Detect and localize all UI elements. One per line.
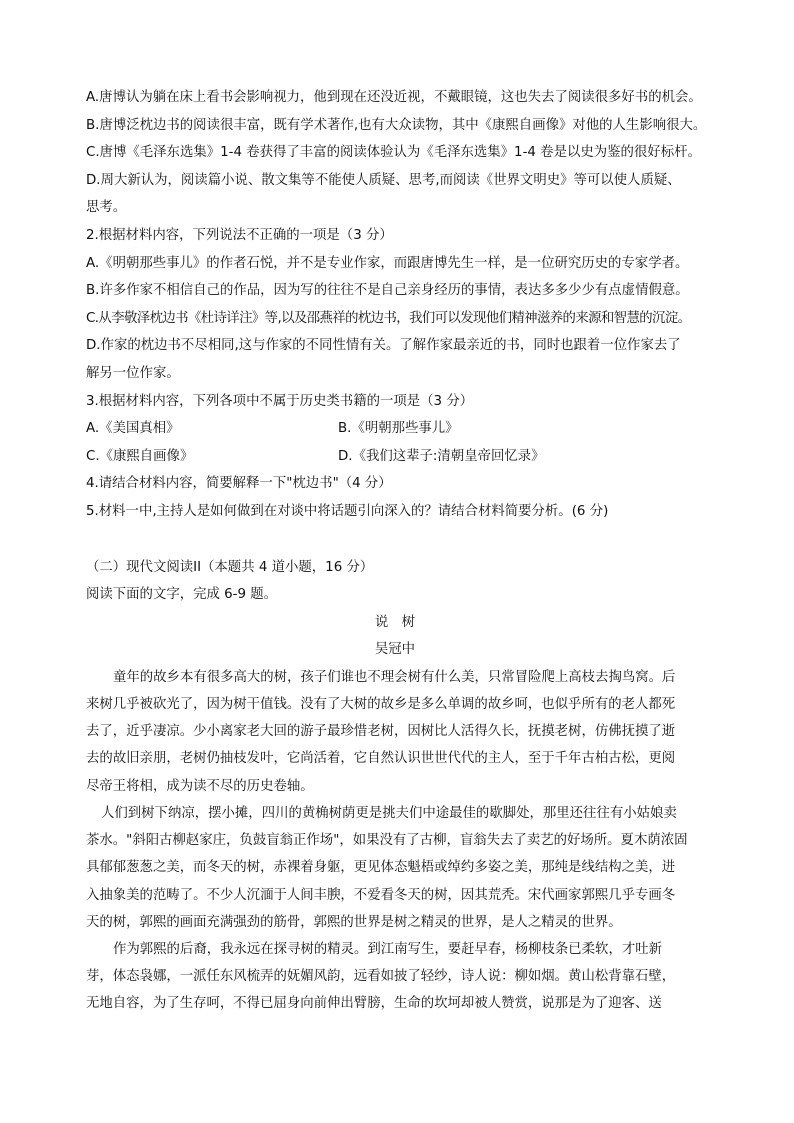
paragraph-line: 茶水。"斜阳古柳赵家庄，负鼓盲翁正作场"，如果没有了古柳，盲翁失去了卖艺的好场所。夏木荫浓固 [86,833,688,849]
question-3-option-b: B.《明朝那些事儿》 [338,421,459,437]
question-5: 5.材料一中,主持人是如何做到在对谈中将话题引向深入的？请结合材料简要分析。(6 分) [86,503,609,519]
question-2-option-d: D.作家的枕边书不尽相同,这与作家的不同性情有关。了解作家最亲近的书，同时也跟着一位作家去了 [86,338,681,354]
question-3-option-a: A.《美国真相》 [86,421,180,437]
question-3-stem: 3.根据材料内容，下列各项中不属于历史类书籍的一项是（3 分） [86,393,474,409]
question-3-options-row-2 [86,443,704,471]
paragraph-line: 天的树，郭熙的画面充满强劲的筋骨，郭熙的世界是树之精灵的世界，是人之精灵的世界。 [86,914,622,930]
article-paragraph-3 [86,936,704,1018]
question-2-option-b: B.许多作家不相信自己的作品，因为写的往往不是自己亲身经历的事情，表达多多少少有点虚情假意。 [86,283,689,299]
question-3-option-c: C.《康熙自画像》 [86,448,194,464]
paragraph-line: 入抽象美的范畴了。不少人沉湎于人间丰腴，不爱看冬天的树，因其荒秃。宋代画家郭熙几乎专画冬 [86,887,676,903]
article-paragraph-1 [86,664,704,800]
paragraph-line: 无地自容，为了生存呵，不得已屈身向前伸出臂膀，生命的坎坷却被人赞赏，说那是为了迎客、送 [86,996,662,1012]
section-2-instruction: 阅读下面的文字，完成 6-9 题。 [86,587,278,603]
paragraph-line: 去了，近乎凄凉。少小离家老大回的游子最珍惜老树，因树比人活得久长，抚摸老树，仿佛抚摸了逝 [86,724,676,740]
question-1-option-a: A.唐博认为躺在床上看书会影响视力，他到现在还没近视，不戴眼镜，这也失去了阅读很多好书的机会。 [86,90,702,105]
paragraph-line: 尽帝王将相，成为读不尽的历史卷轴。 [86,778,314,794]
paragraph-line: 芽，体态袅娜，一派任东风梳弄的妩媚风韵，远看如披了轻纱，诗人说：柳如烟。黄山松背靠石壁， [86,969,676,985]
paragraph-line: 作为郭熙的后裔，我永远在探寻树的精灵。到江南写生，要赶早春，杨柳枝条已柔软，才吐新 [113,941,663,957]
article-author: 吴冠中 [374,642,416,658]
paragraph-line: 具郁郁葱葱之美，而冬天的树，赤裸着身躯，更见体态魁梧或绰约多姿之美，那纯是线结构之美，进 [86,860,676,876]
question-2-option-a: A.《明朝那些事儿》的作者石悦，并不是专业作家，而跟唐博先生一样，是一位研究历史的专家学者。 [86,255,689,271]
article-paragraph-2 [86,800,704,936]
question-2-option-c: C.从李敬泽枕边书《杜诗详注》等,以及邵燕祥的枕边书，我们可以发现他们精神滋养的来源和智慧的沉淀。 [86,310,691,326]
paragraph-line: 人们到树下纳凉，摆小摊，四川的黄桷树荫更是挑夫们中途最佳的歇脚处，那里还往往有小姑娘卖 [101,805,677,821]
question-1-option-d: D.周大新认为，阅读篇小说、散文集等不能使人质疑、思考,而阅读《世界文明史》等可以使人质疑、 [86,172,681,188]
article-title: 说 树 [374,614,416,630]
paragraph-line: 童年的故乡本有很多高大的树，孩子们谁也不理会树有什么美，只常冒险爬上高枝去掏鸟窝。后 [113,669,676,685]
question-3-option-d: D.《我们这辈子:清朝皇帝回忆录》 [338,448,545,464]
question-2-stem: 2.根据材料内容，下列说法不正确的一项是（3 分） [86,227,393,243]
question-1-option-c: C.唐博《毛泽东选集》1-4 卷获得了丰富的阅读体验认为《毛泽东选集》1-4 卷是以史为鉴的很好标杆。 [86,145,701,161]
section-2-heading: （二）现代文阅读II（本题共 4 道小题，16 分） [86,559,374,575]
question-4: 4.请结合材料内容，简要解释一下"枕边书"（4 分） [86,476,392,492]
question-1-option-b: B.唐博泛枕边书的阅读很丰富，既有学术著作,也有大众读物，其中《康熙自画像》对他的人生影响很大。 [86,117,707,133]
section-spacer [86,526,704,554]
question-1-option-d-continued: 思考。 [86,200,127,216]
paragraph-line: 来树几乎被砍光了，因为树干值钱。没有了大树的故乡是多么单调的故乡呵，也似乎所有的老人都死 [86,697,676,713]
paragraph-line: 去的故旧亲朋，老树仍抽枝发叶，它尚活着，它自然认识世世代代的主人，至于千年古柏古松，更阅 [86,751,676,767]
question-3-options-row-1 [86,415,704,443]
question-2-option-d-continued: 解另一位作家。 [86,365,180,381]
